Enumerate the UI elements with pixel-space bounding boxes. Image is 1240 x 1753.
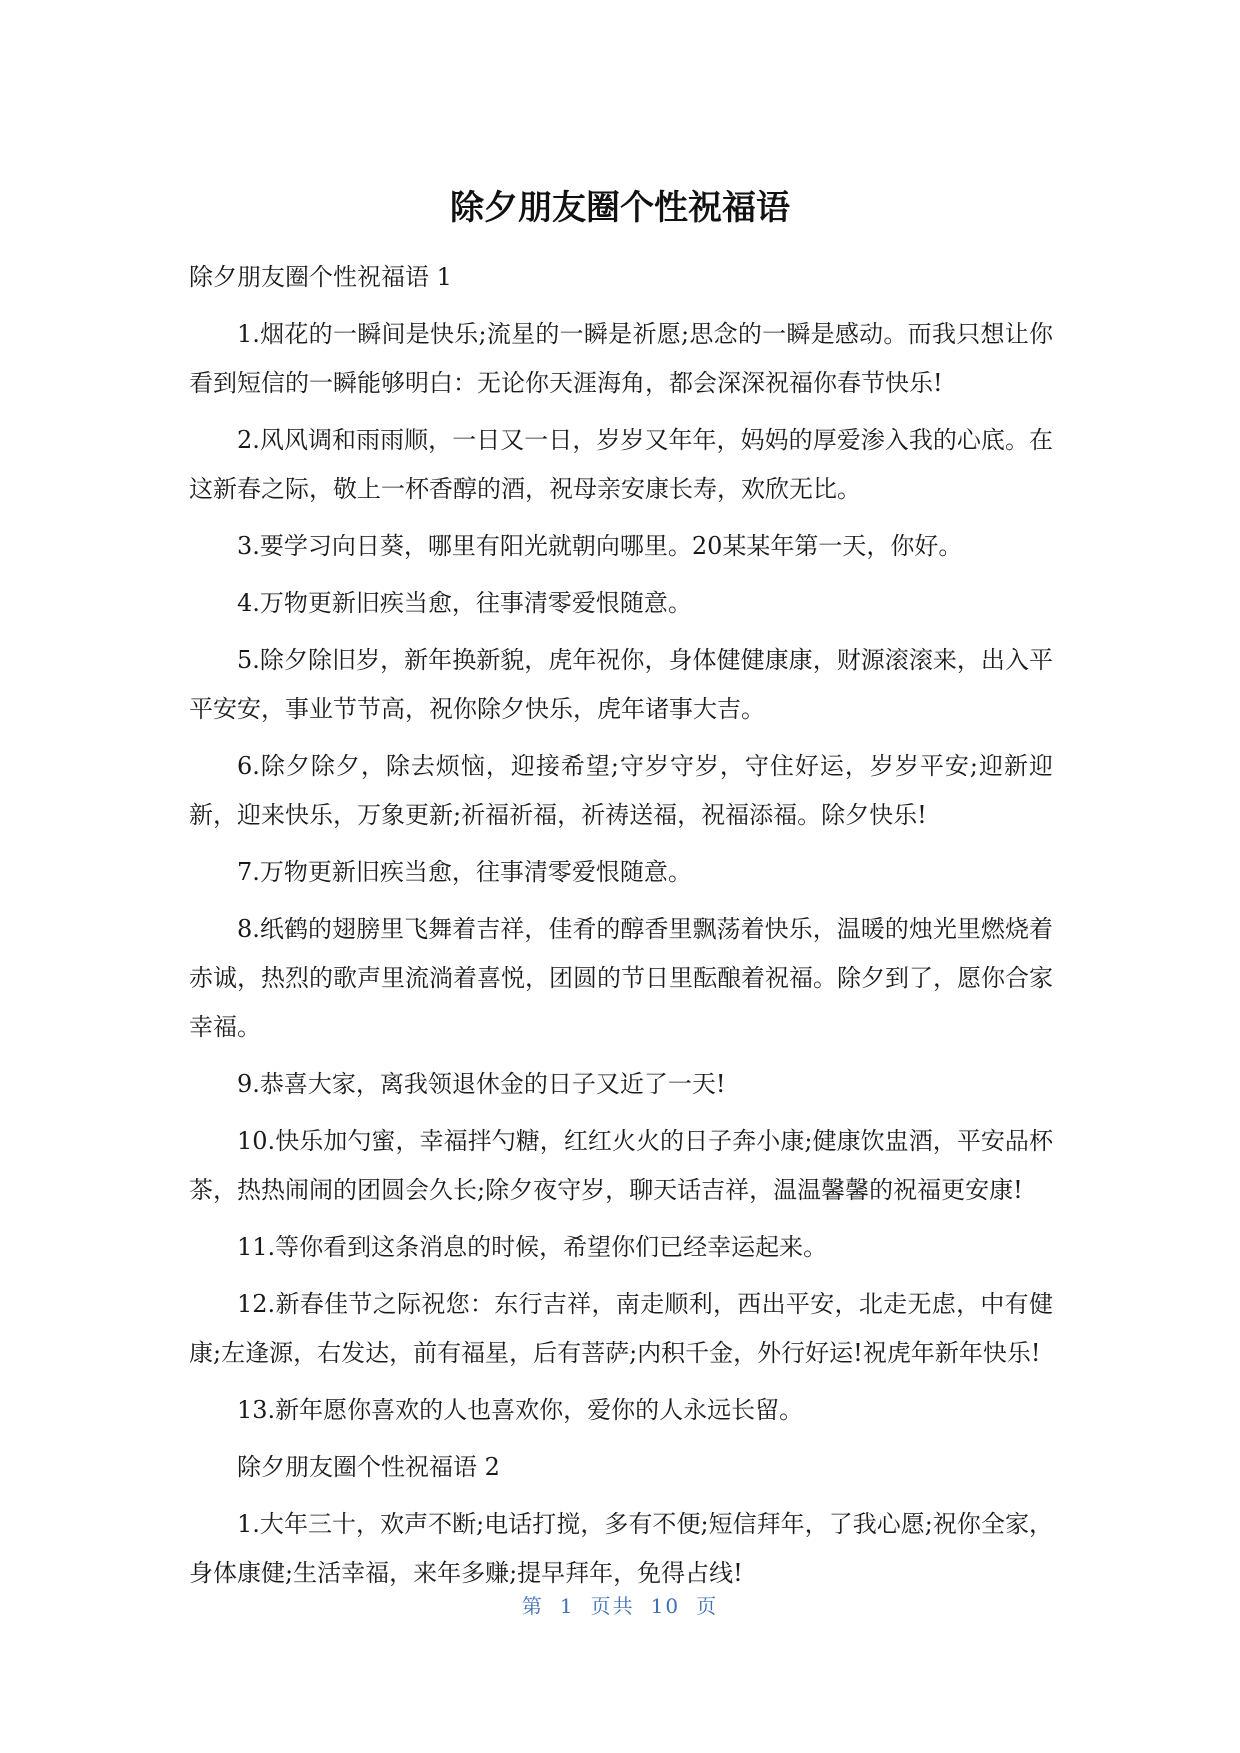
paragraph-1-8: 8.纸鹤的翅膀里飞舞着吉祥，佳肴的醇香里飘荡着快乐，温暖的烛光里燃烧着赤诚，热烈的歌声里流淌着喜悦，团圆的节日里酝酿着祝福。除夕到了，愿你合家幸福。: [189, 915, 1053, 1041]
page-footer: [0, 1592, 1240, 1620]
paragraph-1-1: 1.烟花的一瞬间是快乐;流星的一瞬是祈愿;思念的一瞬是感动。而我只想让你看到短信的一瞬能够明白：无论你天涯海角，都会深深祝福你春节快乐!: [189, 320, 1053, 397]
paragraph-1-11: 11.等你看到这条消息的时候，希望你们已经幸运起来。: [237, 1233, 828, 1261]
section-heading-1: 除夕朋友圈个性祝福语 1: [189, 263, 452, 291]
paragraph-2-1: 1.大年三十，欢声不断;电话打搅，多有不便;短信拜年，了我心愿;祝你全家，身体康健;生活幸福，来年多赚;提早拜年，免得占线!: [189, 1510, 1053, 1587]
page-title: 除夕朋友圈个性祝福语: [450, 188, 790, 228]
document-body: [189, 253, 1053, 1606]
section-heading-2: 除夕朋友圈个性祝福语 2: [237, 1453, 500, 1481]
paragraph-1-7: 7.万物更新旧疾当愈，往事清零爱恨随意。: [237, 858, 692, 886]
paragraph-1-12: 12.新春佳节之际祝您：东行吉祥，南走顺利，西出平安，北走无虑，中有健康;左逢源，右发达，前有福星，后有菩萨;内积千金，外行好运!祝虎年新年快乐!: [189, 1290, 1053, 1367]
paragraph-1-4: 4.万物更新旧疾当愈，往事清零爱恨随意。: [237, 589, 692, 617]
footer-label-of: 页共: [590, 1594, 635, 1618]
paragraph-1-3: 3.要学习向日葵，哪里有阳光就朝向哪里。20某某年第一天，你好。: [237, 532, 963, 560]
paragraph-1-2: 2.风风调和雨雨顺，一日又一日，岁岁又年年，妈妈的厚爱渗入我的心底。在这新春之际，敬上一杯香醇的酒，祝母亲安康长寿，欢欣无比。: [189, 426, 1053, 503]
paragraph-1-9: 9.恭喜大家，离我领退休金的日子又近了一天!: [237, 1070, 726, 1098]
paragraph-1-13: 13.新年愿你喜欢的人也喜欢你，爱你的人永远长留。: [237, 1396, 804, 1424]
footer-total-pages: 10: [650, 1594, 681, 1618]
footer-label-pages: 页: [696, 1594, 719, 1618]
footer-label-page: 第: [521, 1594, 544, 1618]
paragraph-1-5: 5.除夕除旧岁，新年换新貌，虎年祝你，身体健健康康，财源滚滚来，出入平平安安，事业节节高，祝你除夕快乐，虎年诸事大吉。: [189, 646, 1053, 723]
paragraph-1-10: 10.快乐加勺蜜，幸福拌勺糖，红红火火的日子奔小康;健康饮盅酒，平安品杯茶，热热闹闹的团圆会久长;除夕夜守岁，聊天话吉祥，温温馨馨的祝福更安康!: [189, 1127, 1053, 1204]
footer-current-page: 1: [559, 1594, 575, 1618]
paragraph-1-6: 6.除夕除夕，除去烦恼，迎接希望;守岁守岁，守住好运，岁岁平安;迎新迎新，迎来快乐，万象更新;祈福祈福，祈祷送福，祝福添福。除夕快乐!: [189, 752, 1053, 829]
